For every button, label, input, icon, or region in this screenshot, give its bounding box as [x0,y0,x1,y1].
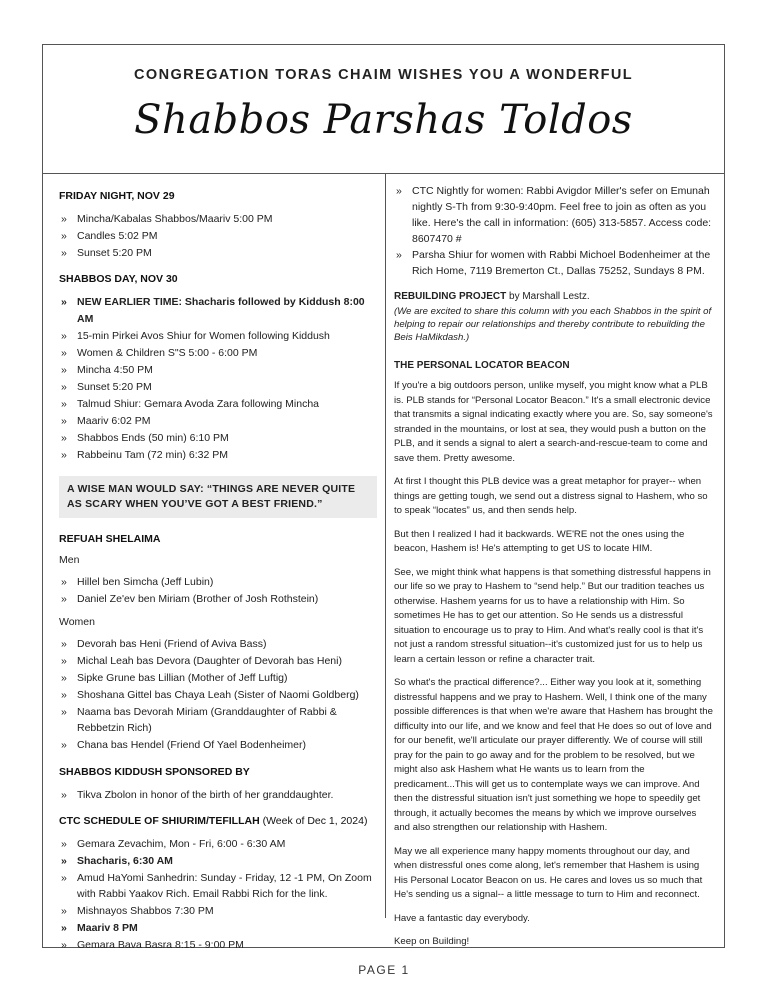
schedule-week: (Week of Dec 1, 2024) [262,815,368,827]
schedule-heading [59,814,377,828]
columns [43,173,724,951]
list-item: » Tikva Zbolon in honor of the birth of her granddaughter. [59,787,377,804]
rebuilding-heading [394,291,713,302]
list-item: » Devorah bas Heni (Friend of Aviva Bass) [59,636,377,652]
list-item: » Women & Children S"S 5:00 - 6:00 PM [59,345,377,362]
friday-heading: FRIDAY NIGHT, NOV 29 [59,190,175,202]
header-tagline: CONGREGATION TORAS CHAIM WISHES YOU A WONDERFUL [134,67,633,83]
kiddush-list [59,787,377,804]
quote-box: A WISE MAN WOULD SAY: “THINGS ARE NEVER QUITE AS SCARY WHEN YOU’VE GOT A BEST FRIEND.” [59,476,377,518]
page-title: Shabbos Parshas Toldos [134,97,633,143]
men-list [59,574,377,608]
right-column [385,173,713,947]
friday-list [59,211,377,262]
shabbos-list [59,294,377,464]
list-item: » Naama bas Devorah Miriam (Granddaughter of Rabbi & Rebbetzin Rich) [59,704,377,736]
article-paragraph: But then I realized I had it backwards. WE'RE not the ones using the beacon, Hashem is! He's attempting to get US to locate HIM. [394,528,685,554]
list-item: » Sunset 5:20 PM [59,245,377,262]
schedule-list [59,836,377,953]
list-item: » CTC Nightly for women: Rabbi Avigdor Miller's sefer on Emunah nightly S-Th from 9:30-9:40pm. Feel free to join as often as you like. Here's the call in information: (605) 313-5857. Access code: 8607470 # [394,183,713,247]
list-item: » Gemara Bava Basra 8:15 - 9:00 PM [59,937,377,953]
list-item: » Talmud Shiur: Gemara Avoda Zara following Mincha [59,396,377,413]
list-item: » Mishnayos Shabbos 7:30 PM [59,903,377,919]
left-column [59,189,377,961]
list-item: » Maariv 8 PM [59,920,377,936]
schedule-title: CTC SCHEDULE OF SHIURIM/TEFILLAH [59,815,260,827]
women-classes-list [394,183,713,279]
rebuilding-title: REBUILDING PROJECT [394,291,507,302]
refuah-heading: REFUAH SHELAIMA [59,533,161,545]
women-list [59,636,377,753]
article-title: THE PERSONAL LOCATOR BEACON [394,360,570,371]
list-item: » Amud HaYomi Sanhedrin: Sunday - Friday, 12 -1 PM, On Zoom with Rabbi Yaakov Rich. Email Rabbi Rich for the link. [59,870,377,902]
list-item: » Sunset 5:20 PM [59,379,377,396]
article-paragraph: If you're a big outdoors person, unlike myself, you might know what a PLB is. PLB stands for “Personal Locator Beacon.” It's a small electronic device that transmits a signal indicating exactly where you are. So, say someone's stranded in the mountains, or lost at sea, they would push a button on the PLB, and it sends a signal to alert a search-and-rescue-team to come and save them. Pretty awesome. [394,380,713,464]
page-number: PAGE 1 [358,963,410,977]
list-item: » 15-min Pirkei Avos Shiur for Women following Kiddush [59,328,377,345]
list-item: » Mincha/Kabalas Shabbos/Maariv 5:00 PM [59,211,377,228]
kiddush-heading: SHABBOS KIDDUSH SPONSORED BY [59,766,250,778]
list-item: » Mincha 4:50 PM [59,362,377,379]
list-item: » Maariv 6:02 PM [59,413,377,430]
list-item: » Sipke Grune bas Lillian (Mother of Jeff Luftig) [59,670,377,686]
right-list [394,183,713,279]
header [43,45,724,174]
list-item: » NEW EARLIER TIME: Shacharis followed by Kiddush 8:00 AM [59,294,377,328]
article-paragraph: So what's the practical difference?... Either way you look at it, something distressful happens and we pray to Hashem. Well, I think one of the many possible differences is that when we're aware that Hashem has brought the difficulty into our life, and we know and feel that He does so out of love and for our benefit, we'll articulate our prayer differently. We of course will still pray for the pain to go away and for the problem to be resolved, but we might also ask Hashem what He wants us to learn from the predicament...This will get us to contemplate ways we can improve. And then the distressful situation isn't just something we hope to speedily get through, it actually becomes the means by which we improve ourselves and also strengthen our relationship with Hashem. [394,677,713,833]
list-item: » Rabbeinu Tam (72 min) 6:32 PM [59,447,377,464]
article-paragraph: May we all experience many happy moments throughout our day, and when distressful ones come along, let's remember that Hashem is using His Personal Locator Beacon on us. He cares and loves us so much that He's sending us a signal-- a little message to turn to Him and reconnect. [394,845,703,900]
article-paragraph: At first I thought this PLB device was a great metaphor for prayer-- when things are getting tough, we send out a distress signal to Hashem, who so to speak “locates” us, and then sends help. [394,476,708,516]
rebuilding-intro: (We are excited to share this column with you each Shabbos in the spirit of helping to repair our relationships and thereby contribute to rebuilding the Beis HaMikdash.) [394,306,712,343]
shabbos-heading: SHABBOS DAY, NOV 30 [59,273,178,285]
list-item: » Candles 5:02 PM [59,228,377,245]
article-paragraph: Have a fantastic day everybody. [394,912,530,924]
list-item: » Daniel Ze'ev ben Miriam (Brother of Josh Rothstein) [59,591,377,608]
rebuilding-byline: by Marshall Lestz. [509,291,590,302]
women-label: Women [59,616,95,628]
article-paragraph: See, we might think what happens is that something distressful happens in our life so we pray to Hashem to “send help.” But our tradition teaches us otherwise. Hashem yearns for us to have a relationship with Him. So sometimes He has to get our attention. So He sends us a distressful situation to encourage us to pray to Him. And what's really cool is that it's not just a random stressful situation--it's customized just for us to help us learn a certain lesson or refine a character trait. [394,566,711,665]
list-item: » Hillel ben Simcha (Jeff Lubin) [59,574,377,591]
page-frame [42,44,725,951]
men-label: Men [59,554,80,566]
list-item: » Chana bas Hendel (Friend Of Yael Bodenheimer) [59,737,377,753]
list-item: » Shoshana Gittel bas Chaya Leah (Sister of Naomi Goldberg) [59,687,377,703]
list-item: » Michal Leah bas Devora (Daughter of Devorah bas Heni) [59,653,377,669]
list-item: » Gemara Zevachim, Mon - Fri, 6:00 - 6:30 AM [59,836,377,852]
article-paragraph: Keep on Building! [394,936,470,947]
list-item: » Shabbos Ends (50 min) 6:10 PM [59,430,377,447]
list-item: » Parsha Shiur for women with Rabbi Michoel Bodenheimer at the Rich Home, 7119 Bremerton Ct., Dallas 75252, Sundays 8 PM. [394,247,713,279]
list-item: » Shacharis, 6:30 AM [59,853,377,869]
